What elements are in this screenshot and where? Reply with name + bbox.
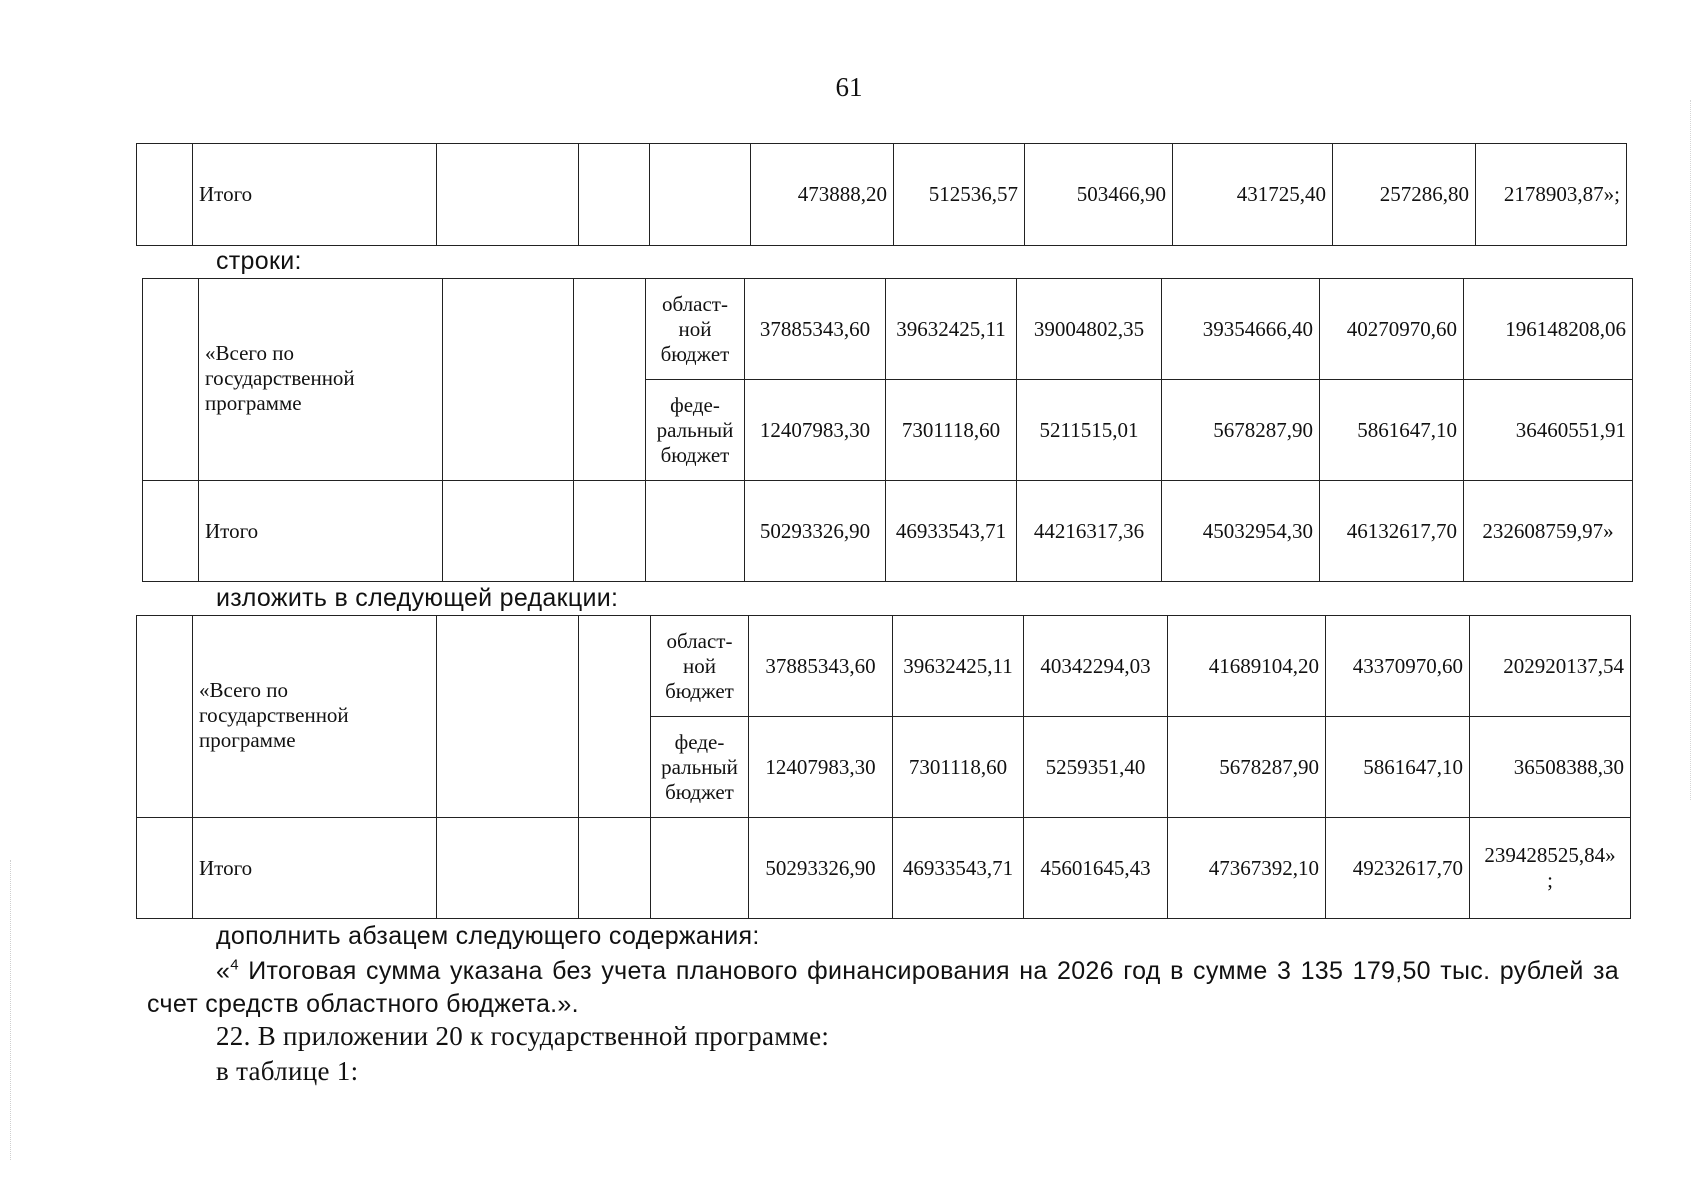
value-cell: 37885343,60 xyxy=(749,616,893,717)
value-cell: 45601645,43 xyxy=(1024,818,1168,919)
table-itogo-previous xyxy=(136,143,1627,246)
value-cell: 5861647,10 xyxy=(1326,717,1470,818)
table-row xyxy=(143,279,1633,380)
value-cell: 39004802,35 xyxy=(1017,279,1162,380)
value-cell: 5259351,40 xyxy=(1024,717,1168,818)
page-number: 61 xyxy=(835,72,863,102)
value-cell: 431725,40 xyxy=(1173,144,1333,246)
empty-cell xyxy=(443,279,574,481)
value-cell: 43370970,60 xyxy=(1326,616,1470,717)
value-cell: 37885343,60 xyxy=(745,279,886,380)
text-izlozhit: изложить в следующей редакции: xyxy=(216,584,619,612)
empty-cell xyxy=(137,144,193,246)
table-row xyxy=(137,144,1627,246)
value-cell: 12407983,30 xyxy=(745,380,886,481)
empty-cell xyxy=(650,144,751,246)
scan-edge-right xyxy=(1690,100,1693,800)
value-cell: 36460551,91 xyxy=(1464,380,1633,481)
empty-cell xyxy=(437,818,579,919)
program-label: «Всего по государственной программе xyxy=(193,616,437,818)
text-item-22: 22. В приложении 20 к государственной программе: xyxy=(216,1021,830,1051)
empty-cell xyxy=(143,481,199,582)
row-label: Итого xyxy=(193,144,437,246)
table-old-lines xyxy=(142,278,1633,582)
value-cell: 47367392,10 xyxy=(1168,818,1326,919)
value-cell: 5861647,10 xyxy=(1320,380,1464,481)
value-cell: 512536,57 xyxy=(894,144,1025,246)
table-new-lines xyxy=(136,615,1631,919)
value-cell: 46933543,71 xyxy=(886,481,1017,582)
value-cell: 257286,80 xyxy=(1333,144,1476,246)
text-dopolnit: дополнить абзацем следующего содержания: xyxy=(216,922,760,950)
value-cell: 50293326,90 xyxy=(749,818,893,919)
value-cell: 5678287,90 xyxy=(1168,717,1326,818)
value-cell: 473888,20 xyxy=(751,144,894,246)
empty-cell xyxy=(579,818,651,919)
empty-cell xyxy=(646,481,745,582)
value-cell: 39632425,11 xyxy=(886,279,1017,380)
value-cell: 239428525,84» ; xyxy=(1470,818,1631,919)
empty-cell xyxy=(579,616,651,818)
table-row xyxy=(143,481,1633,582)
value-cell: 45032954,30 xyxy=(1162,481,1320,582)
value-cell: 44216317,36 xyxy=(1017,481,1162,582)
empty-cell xyxy=(651,818,749,919)
value-cell: 36508388,30 xyxy=(1470,717,1631,818)
value-cell: 46132617,70 xyxy=(1320,481,1464,582)
value-cell: 202920137,54 xyxy=(1470,616,1631,717)
empty-cell xyxy=(443,481,574,582)
value-cell: 7301118,60 xyxy=(893,717,1024,818)
empty-cell xyxy=(574,279,646,481)
value-cell: 46933543,71 xyxy=(893,818,1024,919)
footnote-open-quote: « xyxy=(216,957,231,985)
text-stroki: строки: xyxy=(216,247,302,275)
value-cell: 40270970,60 xyxy=(1320,279,1464,380)
empty-cell xyxy=(143,279,199,481)
source-regional-budget: област- ной бюджет xyxy=(646,279,745,380)
scan-edge-left xyxy=(10,860,12,1160)
source-regional-budget: област- ной бюджет xyxy=(651,616,749,717)
table-row xyxy=(137,616,1631,717)
footnote-paragraph xyxy=(147,955,1619,1021)
text-table-1: в таблице 1: xyxy=(216,1056,359,1086)
footnote-text: Итоговая сумма указана без учета планового финансирования на 2026 год в сумме 3 135 179,50 тыс. рублей за счет средств областного бюджета.». xyxy=(147,957,1619,1018)
table-row xyxy=(137,818,1631,919)
empty-cell xyxy=(437,144,579,246)
value-cell: 50293326,90 xyxy=(745,481,886,582)
source-federal-budget: феде- ральный бюджет xyxy=(651,717,749,818)
empty-cell xyxy=(137,818,193,919)
value-cell: 232608759,97» xyxy=(1464,481,1633,582)
value-cell: 5211515,01 xyxy=(1017,380,1162,481)
footnote-marker: 4 xyxy=(230,956,239,974)
value-cell: 5678287,90 xyxy=(1162,380,1320,481)
row-label: Итого xyxy=(193,818,437,919)
value-cell: 40342294,03 xyxy=(1024,616,1168,717)
value-cell: 39632425,11 xyxy=(893,616,1024,717)
empty-cell xyxy=(437,616,579,818)
source-federal-budget: феде- ральный бюджет xyxy=(646,380,745,481)
empty-cell xyxy=(579,144,650,246)
value-cell: 196148208,06 xyxy=(1464,279,1633,380)
value-cell: 12407983,30 xyxy=(749,717,893,818)
empty-cell xyxy=(574,481,646,582)
value-cell: 7301118,60 xyxy=(886,380,1017,481)
row-label: Итого xyxy=(199,481,443,582)
value-cell: 39354666,40 xyxy=(1162,279,1320,380)
empty-cell xyxy=(137,616,193,818)
value-cell: 41689104,20 xyxy=(1168,616,1326,717)
value-cell: 2178903,87»; xyxy=(1476,144,1627,246)
program-label: «Всего по государственной программе xyxy=(199,279,443,481)
value-cell: 503466,90 xyxy=(1025,144,1173,246)
value-cell: 49232617,70 xyxy=(1326,818,1470,919)
